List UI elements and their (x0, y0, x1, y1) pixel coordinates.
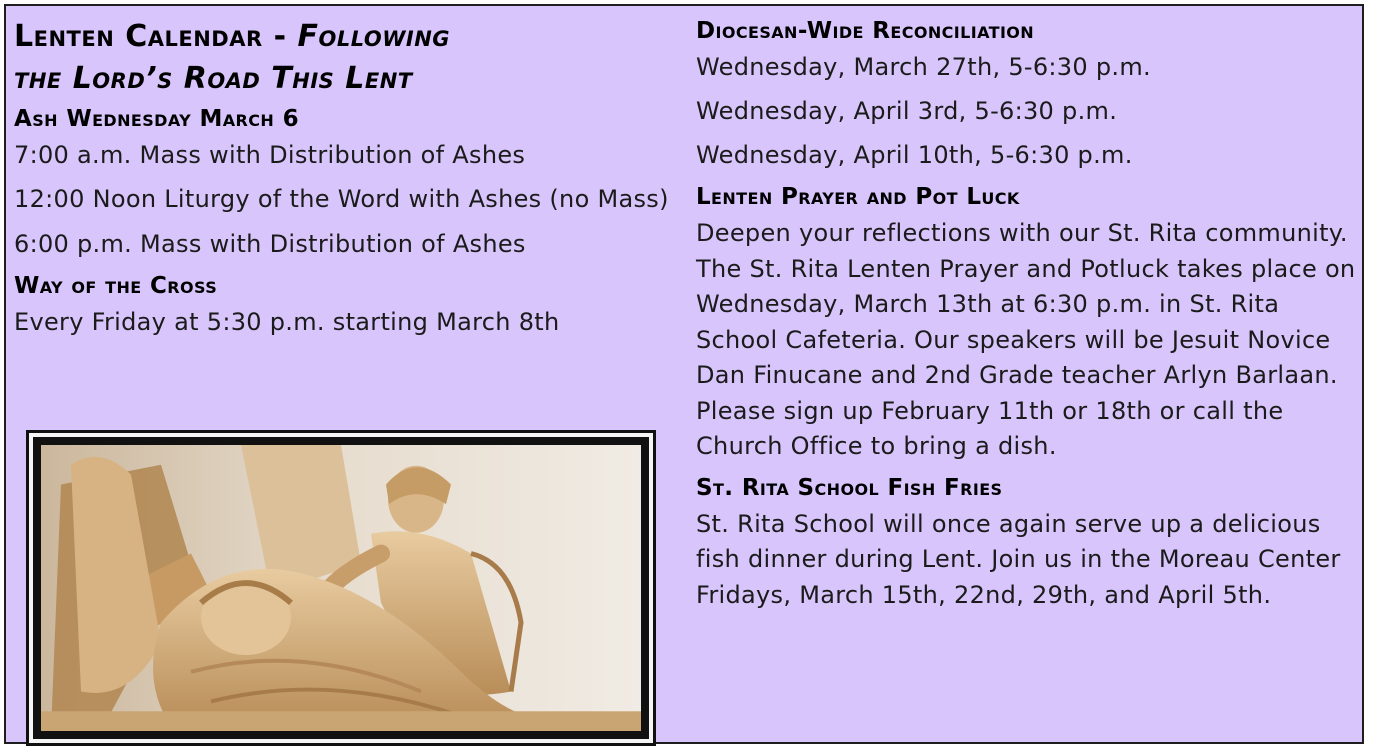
ash-wednesday-item-3: 6:00 p.m. Mass with Distribution of Ashes (14, 230, 526, 258)
way-of-cross-heading: Way of the Cross (14, 273, 218, 299)
reconciliation-date-2: Wednesday, April 3rd, 5-6:30 p.m. (696, 97, 1118, 125)
title-italic-1: Following (297, 19, 451, 54)
reconciliation-date-1: Wednesday, March 27th, 5-6:30 p.m. (696, 53, 1151, 81)
way-of-cross-text: Every Friday at 5:30 p.m. starting March 8th (14, 308, 560, 336)
reconciliation-heading: Diocesan-Wide Reconciliation (696, 18, 1035, 44)
title-caps: Lenten Calendar - (14, 19, 298, 54)
fish-fries-heading: St. Rita School Fish Fries (696, 474, 1003, 501)
ash-wednesday-item-2: 12:00 Noon Liturgy of the Word with Ashes (no Mass) (14, 185, 669, 213)
ash-wednesday-heading: Ash Wednesday March 6 (14, 106, 300, 132)
stations-photo-frame (26, 430, 656, 746)
prayer-potluck-heading: Lenten Prayer and Pot Luck (696, 184, 1020, 210)
ash-wednesday-item-1: 7:00 a.m. Mass with Distribution of Ashes (14, 141, 526, 169)
prayer-potluck-text: Deepen your reflections with our St. Rita community. The St. Rita Lenten Prayer and Potluck takes place on Wednesday, March 13th at 6:30 p.m. in St. Rita School Cafeteria. Our speakers will be Jesuit Novice Dan Finucane and 2nd Grade teacher Arlyn Barlaan. Please sign up February 11th or 18th or call the Church Office to bring a dish. (696, 219, 1356, 460)
right-column (696, 16, 1361, 619)
page-title (14, 16, 686, 100)
left-column (14, 16, 686, 349)
reconciliation-date-3: Wednesday, April 10th, 5-6:30 p.m. (696, 141, 1133, 169)
fish-fries-text: St. Rita School will once again serve up a delicious fish dinner during Lent. Join us in the Moreau Center Fridays, March 15th, 22nd, 29th, and April 5th. (696, 509, 1341, 609)
lenten-calendar-panel (4, 4, 1364, 744)
sculpture-illustration (41, 445, 641, 731)
stations-of-the-cross-sculpture-image (33, 437, 649, 739)
title-italic-2: the Lord’s Road This Lent (14, 61, 413, 96)
